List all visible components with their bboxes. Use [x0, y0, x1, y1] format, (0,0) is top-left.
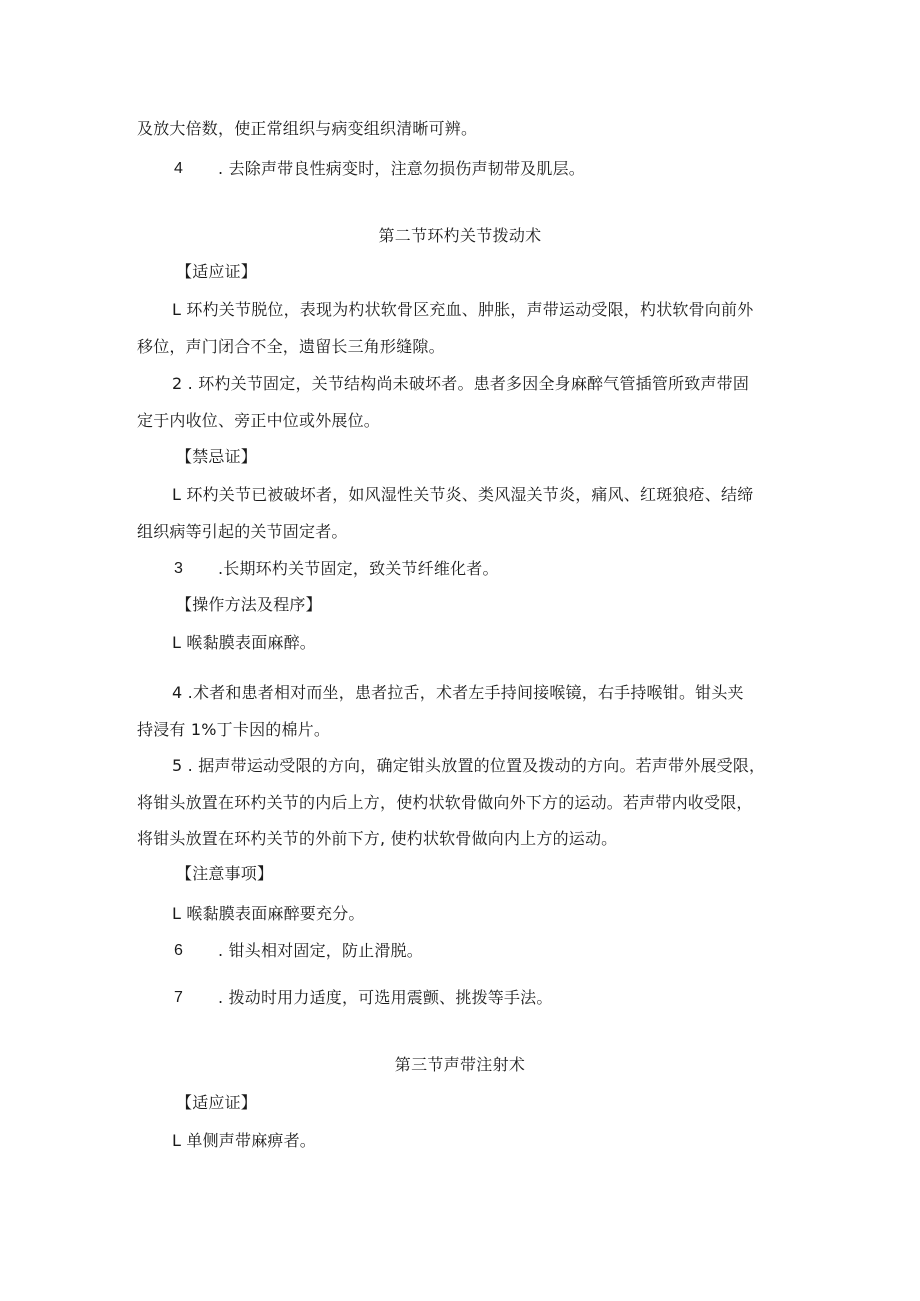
procedure-label: 【操作方法及程序】	[176, 595, 322, 614]
paragraph-line: 4 .术者和患者相对而坐，患者拉舌，术者左手持间接喉镜，右手持喉钳。钳头夹	[172, 683, 744, 702]
paragraph-line: 5 . 据声带运动受限的方向，确定钳头放置的位置及拨动的方向。若声带外展受限，	[172, 756, 766, 775]
list-number: 7	[174, 989, 183, 1006]
paragraph-line: 持浸有 1%丁卡因的棉片。	[137, 720, 331, 739]
section-heading: 第三节声带注射术	[394, 1055, 526, 1074]
paragraph-line: . 钳头相对固定，防止滑脱。	[218, 941, 423, 960]
paragraph-line: . 拨动时用力适度，可选用震颤、挑拨等手法。	[218, 988, 553, 1007]
list-number: 6	[174, 942, 183, 959]
paragraph-line: L 喉黏膜表面麻醉。	[172, 633, 317, 652]
paragraph-line: . 去除声带良性病变时，注意勿损伤声韧带及肌层。	[218, 159, 585, 178]
paragraph-line: 定于内收位、旁正中位或外展位。	[137, 411, 381, 430]
indications-label: 【适应证】	[176, 262, 258, 281]
paragraph-line: L 环杓关节脱位，表现为杓状软骨区充血、肿胀，声带运动受限，杓状软骨向前外	[172, 300, 754, 319]
paragraph-line: 移位，声门闭合不全，遗留长三角形缝隙。	[137, 337, 445, 356]
section-heading: 第二节环杓关节拨动术	[378, 226, 542, 245]
paragraph-line: .长期环杓关节固定，致关节纤维化者。	[218, 559, 499, 578]
paragraph-line: 组织病等引起的关节固定者。	[137, 522, 348, 541]
list-number: 4	[174, 160, 183, 177]
precautions-label: 【注意事项】	[176, 864, 274, 883]
contraindications-label: 【禁忌证】	[176, 447, 258, 466]
paragraph-line: 将钳头放置在环杓关节的内后上方，使杓状软骨做向外下方的运动。若声带内收受限，	[137, 793, 753, 812]
paragraph-line: 2 . 环杓关节固定，关节结构尚未破坏者。患者多因全身麻醉气管插管所致声带固	[172, 374, 750, 393]
paragraph-line: L 喉黏膜表面麻醉要充分。	[172, 904, 365, 923]
paragraph-line: L 环杓关节已被破坏者，如风湿性关节炎、类风湿关节炎，痛风、红斑狼疮、结缔	[172, 485, 754, 504]
list-number: 3	[174, 560, 183, 577]
paragraph-line: 将钳头放置在环杓关节的外前下方, 使杓状软骨做向内上方的运动。	[137, 829, 618, 848]
indications-label: 【适应证】	[176, 1093, 258, 1112]
paragraph-line: L 单侧声带麻痹者。	[172, 1131, 317, 1150]
paragraph-line: 及放大倍数，使正常组织与病变组织清晰可辨。	[137, 119, 478, 138]
